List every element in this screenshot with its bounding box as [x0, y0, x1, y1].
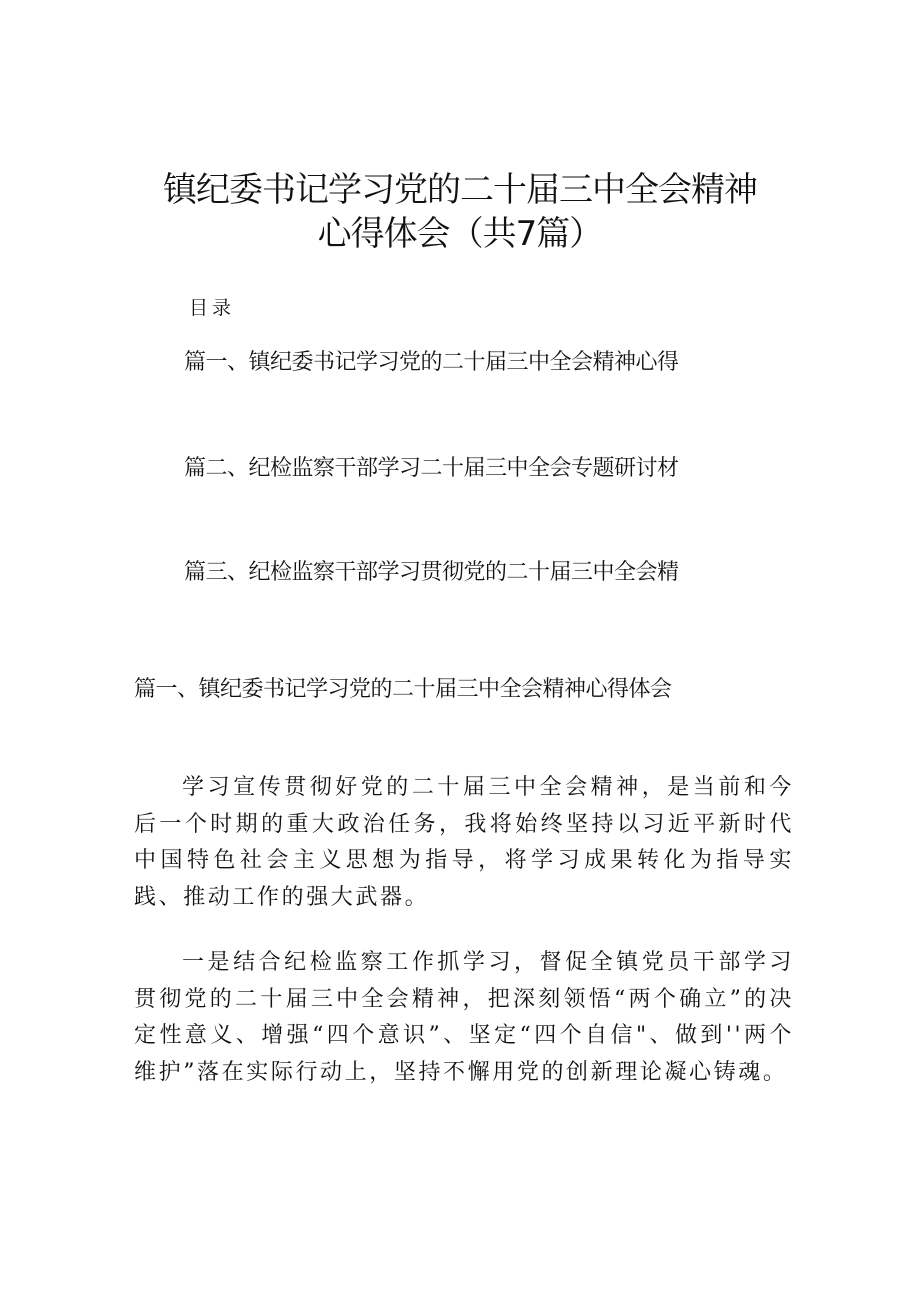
- toc-item-3[interactable]: 篇三、纪检监察干部学习贯彻党的二十届三中全会精: [184, 560, 679, 585]
- toc-item-1[interactable]: 篇一、镇纪委书记学习党的二十届三中全会精神心得: [184, 350, 679, 375]
- document-title-line-1: 镇纪委书记学习党的二十届三中全会精神: [163, 170, 757, 210]
- document-title-line-2: 心得体会（共7篇）: [317, 214, 603, 254]
- body-paragraph-1: 学习宣传贯彻好党的二十届三中全会精神，是当前和今后一个时期的重大政治任务，我将始终坚持以习近平新时代中国特色社会主义思想为指导，将学习成果转化为指导实践、推动工作的强大武器。: [134, 775, 794, 910]
- section-heading: 篇一、镇纪委书记学习党的二十届三中全会精神心得体会: [134, 677, 672, 702]
- toc-item-2[interactable]: 篇二、纪检监察干部学习二十届三中全会专题研讨材: [184, 456, 679, 481]
- body-paragraph-2: 一是结合纪检监察工作抓学习，督促全镇党员干部学习贯彻党的二十届三中全会精神，把深刻领悟“两个确立”的决定性意义、增强“四个意识”、坚定“四个自信"、做到''两个维护”落在实际行动上，坚持不懈用党的创新理论凝心铸魂。: [134, 950, 794, 1085]
- toc-heading: 目录: [189, 297, 236, 319]
